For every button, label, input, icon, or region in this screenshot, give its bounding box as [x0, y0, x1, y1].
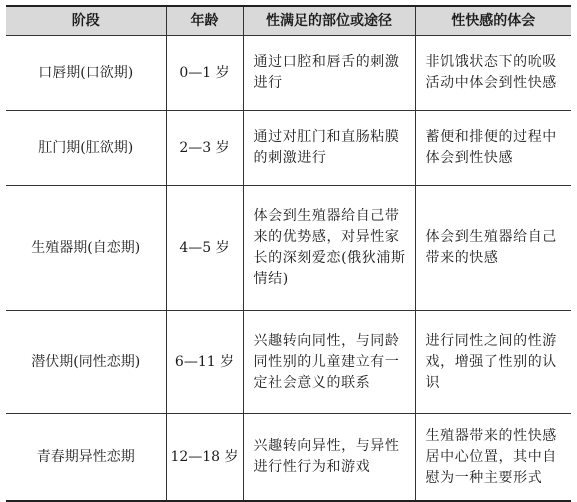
header-stage: 阶段 — [6, 6, 166, 36]
header-experience: 性快感的体会 — [415, 6, 571, 36]
table-row — [6, 311, 571, 414]
site-cell: 兴趣转向同性，与同龄同性别的儿童建立有一定社会意义的联系 — [243, 311, 415, 414]
experience-cell: 体会到生殖器给自己带来的快感 — [415, 186, 571, 311]
experience-cell: 生殖器带来的性快感居中心位置，其中自慰为一种主要形式 — [415, 414, 571, 502]
table-row — [6, 186, 571, 311]
header-age: 年龄 — [166, 6, 243, 36]
table-row — [6, 36, 571, 111]
table-body — [6, 36, 571, 502]
psychosexual-stages-table — [6, 5, 571, 502]
header-row — [6, 6, 571, 36]
site-cell: 体会到生殖器给自己带来的优势感，对异性家长的深刻爱恋(俄狄浦斯情结) — [243, 186, 415, 311]
experience-cell: 蓄便和排便的过程中体会到性快感 — [415, 111, 571, 186]
stage-cell: 肛门期(肛欲期) — [6, 111, 166, 186]
age-cell: 12—18 岁 — [166, 414, 243, 502]
stage-cell: 潜伏期(同性恋期) — [6, 311, 166, 414]
experience-cell: 进行同性之间的性游戏，增强了性别的认识 — [415, 311, 571, 414]
table-row — [6, 414, 571, 502]
table-header — [6, 6, 571, 36]
stage-cell: 生殖器期(自恋期) — [6, 186, 166, 311]
experience-cell: 非饥饿状态下的吮吸活动中体会到性快感 — [415, 36, 571, 111]
stage-cell: 青春期异性恋期 — [6, 414, 166, 502]
age-cell: 0—1 岁 — [166, 36, 243, 111]
age-cell: 6—11 岁 — [166, 311, 243, 414]
site-cell: 通过口腔和唇舌的刺激进行 — [243, 36, 415, 111]
header-site: 性满足的部位或途径 — [243, 6, 415, 36]
age-cell: 2—3 岁 — [166, 111, 243, 186]
table-row — [6, 111, 571, 186]
site-cell: 兴趣转向异性，与异性进行性行为和游戏 — [243, 414, 415, 502]
age-cell: 4—5 岁 — [166, 186, 243, 311]
site-cell: 通过对肛门和直肠粘膜的刺激进行 — [243, 111, 415, 186]
stage-cell: 口唇期(口欲期) — [6, 36, 166, 111]
